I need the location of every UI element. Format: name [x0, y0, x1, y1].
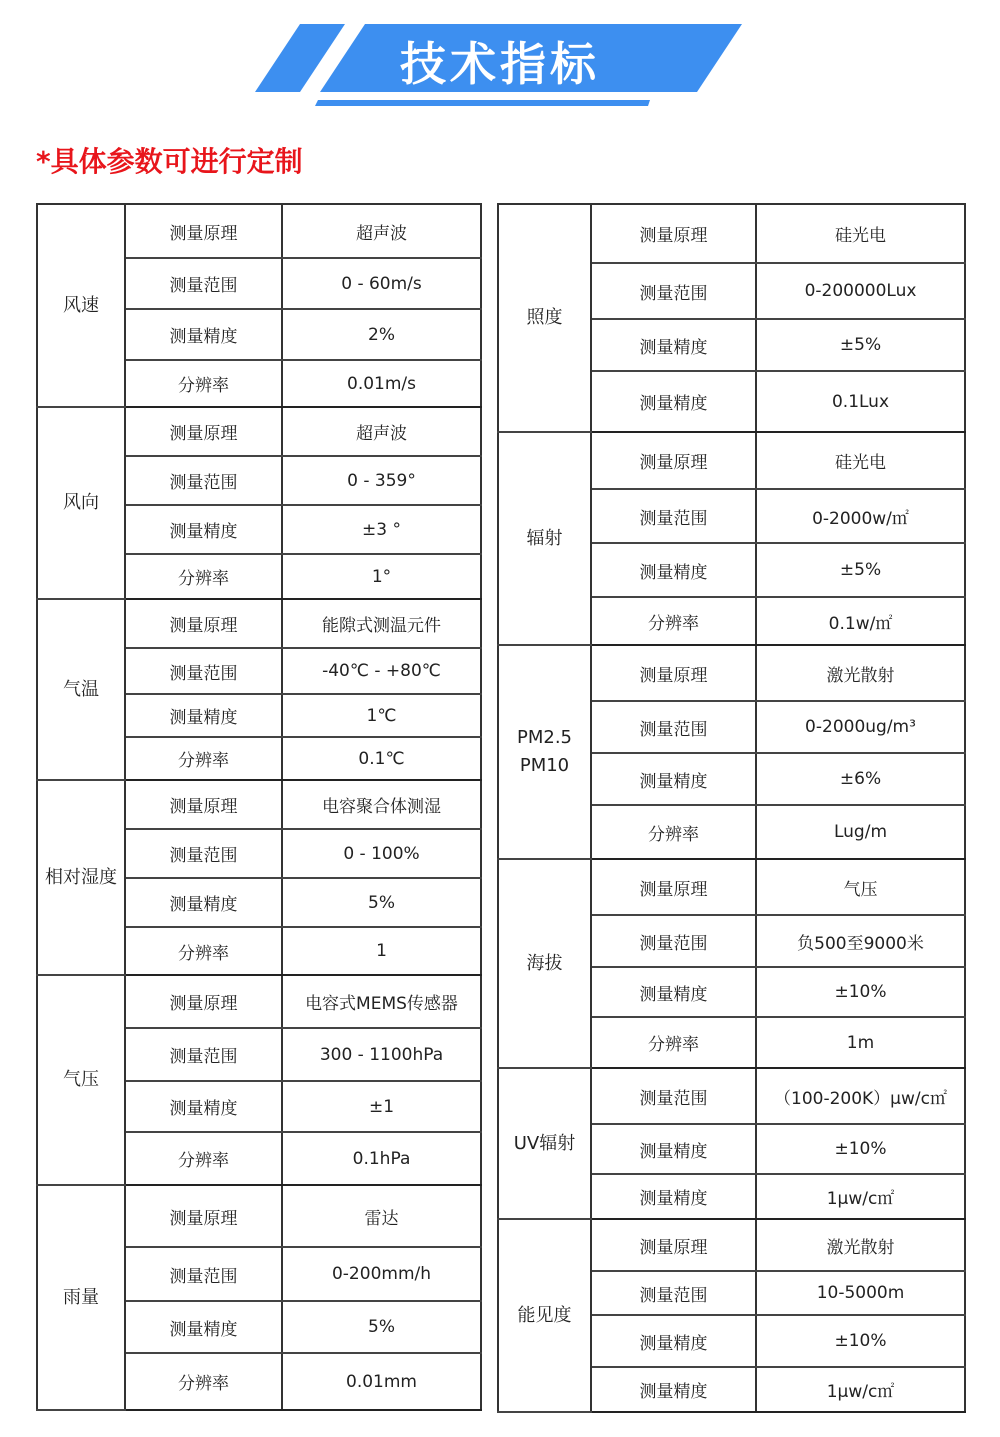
param-name-cell: 测量原理 [591, 859, 756, 915]
param-name-cell: 测量精度 [125, 505, 282, 554]
param-value-cell: Lug/m [756, 805, 965, 859]
param-name-cell: 测量精度 [591, 1367, 756, 1412]
spec-table-left [36, 203, 482, 1411]
category-cell: 风速 [37, 204, 125, 407]
param-value-cell: 0-2000ug/m³ [756, 701, 965, 753]
table-row [37, 204, 481, 258]
category-cell: 辐射 [498, 432, 591, 645]
param-name-cell: 测量范围 [125, 258, 282, 309]
table-row [498, 1068, 965, 1124]
param-name-cell: 测量范围 [591, 1068, 756, 1124]
param-value-cell: 负500至9000米 [756, 915, 965, 967]
param-value-cell: （100-200K）μw/c㎡ [756, 1068, 965, 1124]
param-name-cell: 分辨率 [591, 597, 756, 645]
param-name-cell: 测量范围 [125, 1247, 282, 1301]
param-value-cell: 超声波 [282, 407, 481, 456]
param-value-cell: 0 - 100% [282, 829, 481, 878]
param-value-cell: -40℃ - +80℃ [282, 648, 481, 694]
param-value-cell: 电容聚合体测湿 [282, 780, 481, 829]
param-name-cell: 测量原理 [125, 204, 282, 258]
param-name-cell: 测量范围 [125, 648, 282, 694]
category-cell: 气温 [37, 599, 125, 780]
param-name-cell: 测量精度 [125, 878, 282, 927]
param-value-cell: 0.1Lux [756, 371, 965, 432]
banner-underline [315, 100, 650, 106]
param-value-cell: 0-200mm/h [282, 1247, 481, 1301]
param-value-cell: 0-200000Lux [756, 263, 965, 319]
param-name-cell: 分辨率 [125, 1353, 282, 1410]
param-name-cell: 测量原理 [591, 204, 756, 263]
param-value-cell: 1μw/c㎡ [756, 1174, 965, 1219]
category-cell: 气压 [37, 975, 125, 1185]
param-name-cell: 测量范围 [125, 456, 282, 505]
param-name-cell: 测量范围 [591, 701, 756, 753]
param-name-cell: 分辨率 [125, 927, 282, 975]
param-name-cell: 测量精度 [125, 1081, 282, 1132]
category-cell: 相对湿度 [37, 780, 125, 975]
param-name-cell: 测量精度 [591, 967, 756, 1017]
param-value-cell: 气压 [756, 859, 965, 915]
param-value-cell: 300 - 1100hPa [282, 1028, 481, 1081]
param-value-cell: 激光散射 [756, 645, 965, 701]
param-value-cell: 0.01m/s [282, 360, 481, 407]
customization-note: *具体参数可进行定制 [36, 145, 303, 178]
param-name-cell: 测量原理 [591, 432, 756, 489]
param-name-cell: 测量精度 [125, 309, 282, 360]
param-value-cell: 激光散射 [756, 1219, 965, 1271]
table-row [37, 780, 481, 829]
param-value-cell: ±10% [756, 1315, 965, 1367]
param-name-cell: 测量精度 [125, 1301, 282, 1353]
table-row [37, 407, 481, 456]
param-value-cell: 0-2000w/㎡ [756, 489, 965, 543]
param-name-cell: 分辨率 [591, 805, 756, 859]
param-value-cell: 超声波 [282, 204, 481, 258]
table-row [37, 599, 481, 648]
category-cell: 能见度 [498, 1219, 591, 1412]
param-value-cell: 1μw/c㎡ [756, 1367, 965, 1412]
param-name-cell: 分辨率 [125, 554, 282, 599]
param-name-cell: 测量范围 [125, 829, 282, 878]
param-value-cell: 2% [282, 309, 481, 360]
param-value-cell: ±5% [756, 543, 965, 597]
category-cell: 雨量 [37, 1185, 125, 1410]
table-row [498, 432, 965, 489]
param-value-cell: ±10% [756, 967, 965, 1017]
category-cell: 风向 [37, 407, 125, 599]
param-value-cell: 能隙式测温元件 [282, 599, 481, 648]
param-name-cell: 分辨率 [591, 1017, 756, 1068]
param-value-cell: ±10% [756, 1124, 965, 1174]
param-name-cell: 测量原理 [125, 1185, 282, 1247]
param-value-cell: 10-5000m [756, 1271, 965, 1315]
param-value-cell: 1 [282, 927, 481, 975]
param-name-cell: 测量原理 [591, 1219, 756, 1271]
table-row [498, 859, 965, 915]
param-value-cell: ±3 ° [282, 505, 481, 554]
param-name-cell: 测量范围 [591, 915, 756, 967]
param-value-cell: 1℃ [282, 694, 481, 737]
param-name-cell: 测量精度 [591, 319, 756, 371]
param-name-cell: 分辨率 [125, 360, 282, 407]
table-row [37, 975, 481, 1028]
param-name-cell: 测量原理 [125, 780, 282, 829]
param-name-cell: 测量原理 [125, 407, 282, 456]
param-name-cell: 测量精度 [591, 753, 756, 805]
param-value-cell: 硅光电 [756, 204, 965, 263]
param-name-cell: 测量原理 [125, 975, 282, 1028]
param-name-cell: 测量原理 [591, 645, 756, 701]
category-cell: UV辐射 [498, 1068, 591, 1219]
param-value-cell: ±6% [756, 753, 965, 805]
param-value-cell: ±1 [282, 1081, 481, 1132]
param-value-cell: 电容式MEMS传感器 [282, 975, 481, 1028]
table-row [498, 645, 965, 701]
param-name-cell: 测量精度 [591, 1124, 756, 1174]
param-name-cell: 测量范围 [591, 489, 756, 543]
param-name-cell: 测量范围 [591, 1271, 756, 1315]
param-name-cell: 测量精度 [591, 371, 756, 432]
spec-table-right [497, 203, 966, 1413]
table-row [498, 1219, 965, 1271]
param-value-cell: 1° [282, 554, 481, 599]
table-row [37, 1185, 481, 1247]
category-cell: 海拔 [498, 859, 591, 1068]
param-name-cell: 分辨率 [125, 1132, 282, 1185]
param-value-cell: 0.1hPa [282, 1132, 481, 1185]
param-name-cell: 分辨率 [125, 737, 282, 780]
param-name-cell: 测量原理 [125, 599, 282, 648]
table-row [498, 204, 965, 263]
param-name-cell: 测量精度 [125, 694, 282, 737]
param-value-cell: 雷达 [282, 1185, 481, 1247]
param-name-cell: 测量精度 [591, 1315, 756, 1367]
param-value-cell: 5% [282, 1301, 481, 1353]
param-value-cell: 硅光电 [756, 432, 965, 489]
page-title: 技术指标 [400, 37, 600, 91]
param-value-cell: 1m [756, 1017, 965, 1068]
param-name-cell: 测量范围 [125, 1028, 282, 1081]
param-value-cell: 0.01mm [282, 1353, 481, 1410]
param-value-cell: 5% [282, 878, 481, 927]
param-name-cell: 测量范围 [591, 263, 756, 319]
category-cell: 照度 [498, 204, 591, 432]
param-value-cell: ±5% [756, 319, 965, 371]
param-value-cell: 0.1℃ [282, 737, 481, 780]
param-value-cell: 0 - 359° [282, 456, 481, 505]
param-value-cell: 0 - 60m/s [282, 258, 481, 309]
param-name-cell: 测量精度 [591, 543, 756, 597]
param-value-cell: 0.1w/㎡ [756, 597, 965, 645]
param-name-cell: 测量精度 [591, 1174, 756, 1219]
category-cell: PM2.5 PM10 [498, 645, 591, 859]
